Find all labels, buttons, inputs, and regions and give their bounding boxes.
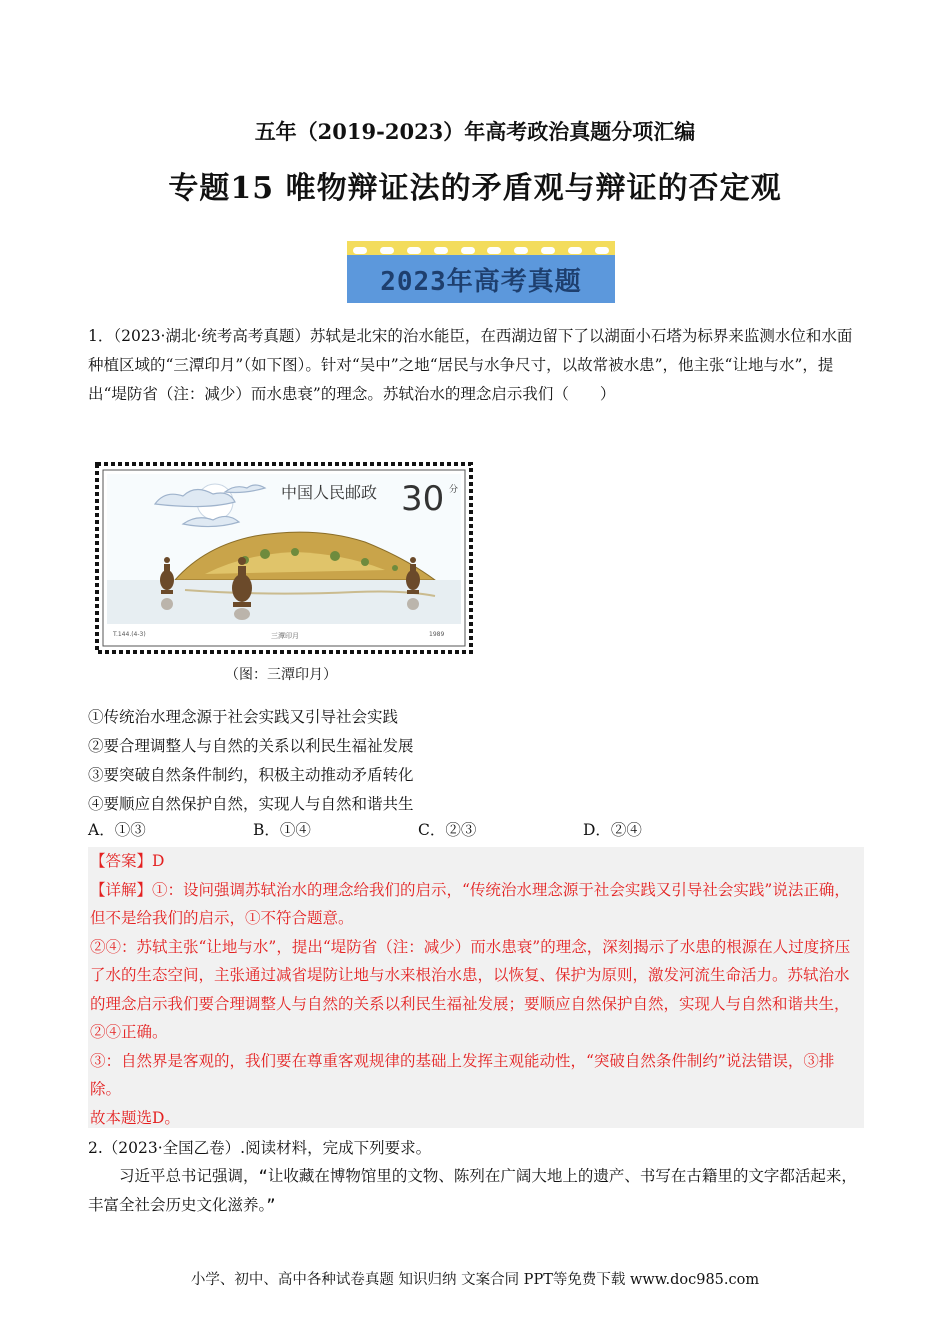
stamp-name: 三潭印月 [271, 632, 299, 640]
choice-d: D．②④ [583, 821, 642, 839]
stamp-image [95, 462, 473, 654]
choice-row [88, 818, 858, 847]
stamp-value: 30 [401, 479, 445, 519]
explanation-paragraph: ②④：苏轼主张“让地与水”，提出“堤防省（注：减少）而水患衰”的理念，深刻揭示了水患的根源在人过度挤压了水的生态空间，主张通过减省堤防让地与水来根治水患，以恢复、保护为原则，激发河流生命活力。苏轼治水的理念启示我们要合理调整人与自然的关系以利民生福祉发展；要顺应自然保护自然，实现人与自然和谐共生，②④正确。 [90, 937, 851, 1041]
question-2-quote: 习近平总书记强调，“让收藏在博物馆里的文物、陈列在广阔大地上的遗产、书写在古籍里的文字都活起来，丰富全社会历史文化滋养。” [88, 1167, 857, 1214]
question-2-text: 2.（2023·全国乙卷）.阅读材料，完成下列要求。 [88, 1139, 432, 1157]
series-title: 五年（2019-2023）年高考政治真题分项汇编 [254, 119, 696, 144]
year-banner [347, 241, 615, 303]
statement-list [88, 703, 414, 819]
statement-item: ③要突破自然条件制约，积极主动推动矛盾转化 [88, 766, 414, 784]
choice-b: B．①④ [253, 821, 311, 839]
stamp-unit: 分 [449, 485, 459, 495]
figure-caption: （图：三潭印月） [225, 667, 337, 683]
answer-explanation-box [88, 847, 864, 1128]
explanation-conclusion: 故本题选D。 [90, 1108, 180, 1127]
stamp-year: 1989 [429, 631, 445, 638]
choice-a: A．①③ [88, 821, 146, 839]
page-footer: 小学、初中、高中各种试卷真题 知识归纳 文案合同 PPT等免费下载 www.doc985.com [190, 1272, 760, 1288]
statement-item: ②要合理调整人与自然的关系以利民生福祉发展 [88, 737, 414, 755]
question-1-text: 1．（2023·湖北·统考高考真题）苏轼是北宋的治水能臣，在西湖边留下了以湖面小石塔为标界来监测水位和水面种植区域的“三潭印月”（如下图）。针对“吴中”之地“居民与水争尺寸，以故常被水患”，他主张“让地与水”，提出“堤防省（注：减少）而水患衰”的理念。苏轼治水的理念启示我们（ ） [88, 327, 853, 403]
choice-c: C．②③ [418, 821, 477, 839]
explanation-paragraph: 【详解】①：设问强调苏轼治水的理念给我们的启示，“传统治水理念源于社会实践又引导社会实践”说法正确，但不是给我们的启示，①不符合题意。 [90, 880, 850, 927]
statement-item: ①传统治水理念源于社会实践又引导社会实践 [88, 708, 399, 726]
topic-title: 专题15 唯物辩证法的矛盾观与辩证的否定观 [168, 171, 782, 206]
statement-item: ④要顺应自然保护自然，实现人与自然和谐共生 [88, 795, 414, 813]
banner-label: 2023年高考真题 [347, 255, 615, 303]
stamp-country-text: 中国人民邮政 [281, 483, 378, 502]
stamp-code: T.144.(4-3) [113, 631, 146, 638]
explanation-paragraph: ③：自然界是客观的，我们要在尊重客观规律的基础上发挥主观能动性，“突破自然条件制约”说法错误，③排除。 [90, 1051, 835, 1098]
answer-label: 【答案】D [90, 852, 165, 870]
